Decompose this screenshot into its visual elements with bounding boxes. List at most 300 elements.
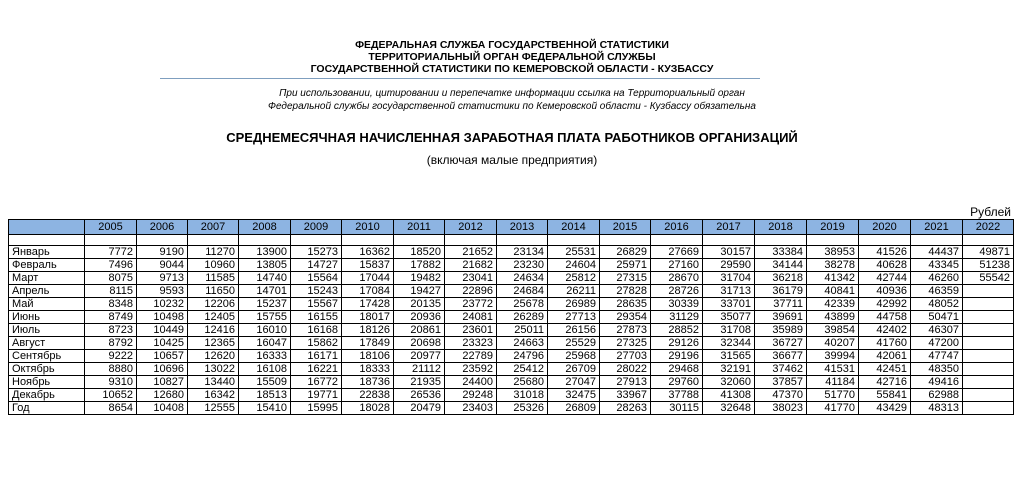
- row-label: Февраль: [9, 259, 85, 272]
- salary-cell: 33967: [600, 389, 651, 402]
- spacer-cell: [85, 235, 137, 246]
- salary-cell: 15273: [291, 246, 342, 259]
- salary-cell: 25971: [600, 259, 651, 272]
- salary-cell: 26156: [548, 324, 600, 337]
- salary-cell: 10498: [137, 311, 188, 324]
- salary-cell: 44437: [911, 246, 963, 259]
- salary-cell: 18028: [342, 402, 394, 415]
- salary-cell: 8880: [85, 363, 137, 376]
- salary-cell: 23230: [497, 259, 548, 272]
- agency-name-line2: ТЕРРИТОРИАЛЬНЫЙ ОРГАН ФЕДЕРАЛЬНОЙ СЛУЖБЫ: [368, 51, 656, 63]
- salary-cell: [963, 298, 1014, 311]
- salary-cell: 16168: [291, 324, 342, 337]
- salary-cell: 35077: [703, 311, 755, 324]
- salary-cell: 43899: [807, 311, 859, 324]
- salary-cell: 12555: [188, 402, 239, 415]
- salary-cell: 47200: [911, 337, 963, 350]
- salary-cell: 24663: [497, 337, 548, 350]
- table-row: [9, 311, 1014, 324]
- salary-cell: 25680: [497, 376, 548, 389]
- salary-cell: 10657: [137, 350, 188, 363]
- salary-cell: [963, 402, 1014, 415]
- year-header-2018: 2018: [755, 220, 807, 235]
- salary-cell: 31713: [703, 285, 755, 298]
- spacer-cell: [394, 235, 445, 246]
- spacer-cell: [651, 235, 703, 246]
- salary-cell: 21682: [445, 259, 497, 272]
- salary-cell: 8348: [85, 298, 137, 311]
- salary-cell: 34144: [755, 259, 807, 272]
- salary-cell: 28635: [600, 298, 651, 311]
- salary-cell: 8792: [85, 337, 137, 350]
- salary-cell: 36677: [755, 350, 807, 363]
- salary-cell: 15755: [239, 311, 291, 324]
- salary-cell: 40841: [807, 285, 859, 298]
- salary-cell: 43429: [859, 402, 911, 415]
- salary-cell: 25678: [497, 298, 548, 311]
- salary-cell: 7496: [85, 259, 137, 272]
- salary-cell: 31018: [497, 389, 548, 402]
- salary-cell: 8749: [85, 311, 137, 324]
- spacer-cell: [291, 235, 342, 246]
- salary-cell: 27669: [651, 246, 703, 259]
- salary-cell: 28726: [651, 285, 703, 298]
- salary-cell: 27160: [651, 259, 703, 272]
- salary-cell: 37711: [755, 298, 807, 311]
- salary-cell: 8723: [85, 324, 137, 337]
- spacer-cell: [497, 235, 548, 246]
- spacer-cell: [963, 235, 1014, 246]
- salary-cell: 16221: [291, 363, 342, 376]
- salary-cell: 37857: [755, 376, 807, 389]
- salary-cell: 32475: [548, 389, 600, 402]
- salary-cell: 38278: [807, 259, 859, 272]
- salary-cell: 24796: [497, 350, 548, 363]
- unit-label: Рублей: [970, 205, 1011, 219]
- salary-cell: 21652: [445, 246, 497, 259]
- salary-cell: 30115: [651, 402, 703, 415]
- salary-cell: 24634: [497, 272, 548, 285]
- table-row: [9, 376, 1014, 389]
- salary-cell: 10960: [188, 259, 239, 272]
- salary-cell: 28670: [651, 272, 703, 285]
- salary-cell: 10696: [137, 363, 188, 376]
- salary-cell: 27047: [548, 376, 600, 389]
- salary-cell: 9044: [137, 259, 188, 272]
- salary-cell: 20698: [394, 337, 445, 350]
- salary-cell: 42992: [859, 298, 911, 311]
- salary-cell: 36727: [755, 337, 807, 350]
- salary-cell: 10827: [137, 376, 188, 389]
- salary-cell: 15237: [239, 298, 291, 311]
- salary-cell: 29590: [703, 259, 755, 272]
- salary-cell: 27703: [600, 350, 651, 363]
- year-header-2013: 2013: [497, 220, 548, 235]
- salary-cell: 39691: [755, 311, 807, 324]
- salary-cell: 19482: [394, 272, 445, 285]
- salary-cell: 26211: [548, 285, 600, 298]
- salary-cell: 17849: [342, 337, 394, 350]
- salary-cell: 19771: [291, 389, 342, 402]
- row-label: Ноябрь: [9, 376, 85, 389]
- salary-cell: 30339: [651, 298, 703, 311]
- salary-cell: [963, 311, 1014, 324]
- salary-cell: 35989: [755, 324, 807, 337]
- salary-cell: 36218: [755, 272, 807, 285]
- spacer-cell: [911, 235, 963, 246]
- table-row: [9, 389, 1014, 402]
- salary-cell: 16342: [188, 389, 239, 402]
- salary-cell: 13022: [188, 363, 239, 376]
- salary-cell: 41531: [807, 363, 859, 376]
- year-header-2020: 2020: [859, 220, 911, 235]
- salary-cell: 13440: [188, 376, 239, 389]
- salary-cell: 62988: [911, 389, 963, 402]
- spacer-row: [9, 235, 1014, 246]
- salary-cell: 12405: [188, 311, 239, 324]
- salary-cell: 20977: [394, 350, 445, 363]
- salary-cell: 8654: [85, 402, 137, 415]
- salary-cell: 23403: [445, 402, 497, 415]
- year-header-2014: 2014: [548, 220, 600, 235]
- year-header-2009: 2009: [291, 220, 342, 235]
- year-header-2010: 2010: [342, 220, 394, 235]
- salary-cell: 25011: [497, 324, 548, 337]
- salary-cell: 51238: [963, 259, 1014, 272]
- salary-cell: 15862: [291, 337, 342, 350]
- salary-cell: 16047: [239, 337, 291, 350]
- salary-cell: 42744: [859, 272, 911, 285]
- row-label: Январь: [9, 246, 85, 259]
- spacer-cell: [445, 235, 497, 246]
- salary-cell: 10652: [85, 389, 137, 402]
- salary-cell: 18736: [342, 376, 394, 389]
- salary-cell: 27828: [600, 285, 651, 298]
- salary-cell: 9310: [85, 376, 137, 389]
- salary-cell: 10425: [137, 337, 188, 350]
- salary-cell: 26829: [600, 246, 651, 259]
- year-header-2006: 2006: [137, 220, 188, 235]
- salary-cell: 18126: [342, 324, 394, 337]
- salary-cell: 14701: [239, 285, 291, 298]
- salary-cell: 46260: [911, 272, 963, 285]
- salary-cell: 12206: [188, 298, 239, 311]
- salary-cell: 23601: [445, 324, 497, 337]
- salary-cell: 20936: [394, 311, 445, 324]
- salary-cell: 24604: [548, 259, 600, 272]
- salary-cell: 14740: [239, 272, 291, 285]
- salary-cell: 10408: [137, 402, 188, 415]
- table-title: СРЕДНЕМЕСЯЧНАЯ НАЧИСЛЕННАЯ ЗАРАБОТНАЯ ПЛАТА РАБОТНИКОВ ОРГАНИЗАЦИЙ: [226, 130, 798, 145]
- salary-cell: 23592: [445, 363, 497, 376]
- row-label: Декабрь: [9, 389, 85, 402]
- salary-cell: 18333: [342, 363, 394, 376]
- salary-cell: 17428: [342, 298, 394, 311]
- salary-cell: 32060: [703, 376, 755, 389]
- salary-cell: 11270: [188, 246, 239, 259]
- salary-cell: 47747: [911, 350, 963, 363]
- salary-cell: 15567: [291, 298, 342, 311]
- salary-cell: 17084: [342, 285, 394, 298]
- salary-cell: 39994: [807, 350, 859, 363]
- salary-cell: 8075: [85, 272, 137, 285]
- salary-cell: 25968: [548, 350, 600, 363]
- salary-cell: 32191: [703, 363, 755, 376]
- salary-cell: 47370: [755, 389, 807, 402]
- year-header-2017: 2017: [703, 220, 755, 235]
- salary-cell: 29126: [651, 337, 703, 350]
- row-label: Июнь: [9, 311, 85, 324]
- salary-cell: 44758: [859, 311, 911, 324]
- salary-cell: 28022: [600, 363, 651, 376]
- salary-cell: 26989: [548, 298, 600, 311]
- salary-cell: 42716: [859, 376, 911, 389]
- salary-cell: 14727: [291, 259, 342, 272]
- year-header-2012: 2012: [445, 220, 497, 235]
- table-row: [9, 337, 1014, 350]
- row-label: Май: [9, 298, 85, 311]
- salary-cell: 42402: [859, 324, 911, 337]
- salary-cell: 27325: [600, 337, 651, 350]
- salary-cell: 29468: [651, 363, 703, 376]
- salary-cell: 16333: [239, 350, 291, 363]
- salary-cell: 37462: [755, 363, 807, 376]
- salary-cell: 51770: [807, 389, 859, 402]
- salary-cell: 20479: [394, 402, 445, 415]
- table-row: [9, 272, 1014, 285]
- row-label: Июль: [9, 324, 85, 337]
- salary-cell: 9713: [137, 272, 188, 285]
- salary-cell: 41526: [859, 246, 911, 259]
- salary-cell: 9190: [137, 246, 188, 259]
- row-label: Октябрь: [9, 363, 85, 376]
- salary-cell: 31129: [651, 311, 703, 324]
- salary-cell: 31708: [703, 324, 755, 337]
- salary-cell: 40936: [859, 285, 911, 298]
- salary-cell: 9593: [137, 285, 188, 298]
- salary-cell: 28263: [600, 402, 651, 415]
- salary-cell: 42061: [859, 350, 911, 363]
- salary-cell: 8115: [85, 285, 137, 298]
- spacer-cell: [342, 235, 394, 246]
- salary-cell: 12416: [188, 324, 239, 337]
- row-label: Март: [9, 272, 85, 285]
- salary-cell: 31565: [703, 350, 755, 363]
- salary-cell: 29196: [651, 350, 703, 363]
- year-header-2022: 2022: [963, 220, 1014, 235]
- salary-cell: 25412: [497, 363, 548, 376]
- row-label: Август: [9, 337, 85, 350]
- salary-cell: [963, 350, 1014, 363]
- salary-cell: 27873: [600, 324, 651, 337]
- year-header-2007: 2007: [188, 220, 239, 235]
- salary-cell: 33701: [703, 298, 755, 311]
- salary-cell: 16171: [291, 350, 342, 363]
- year-header-2016: 2016: [651, 220, 703, 235]
- salary-cell: 43345: [911, 259, 963, 272]
- row-label: Апрель: [9, 285, 85, 298]
- salary-cell: 17882: [394, 259, 445, 272]
- salary-cell: 41770: [807, 402, 859, 415]
- salary-cell: 29760: [651, 376, 703, 389]
- spacer-cell: [239, 235, 291, 246]
- salary-cell: [963, 376, 1014, 389]
- year-header-2019: 2019: [807, 220, 859, 235]
- salary-cell: 29248: [445, 389, 497, 402]
- salary-cell: 18513: [239, 389, 291, 402]
- salary-cell: 11585: [188, 272, 239, 285]
- salary-cell: 32648: [703, 402, 755, 415]
- salary-cell: 13900: [239, 246, 291, 259]
- salary-cell: [963, 389, 1014, 402]
- salary-cell: 24684: [497, 285, 548, 298]
- salary-cell: 26709: [548, 363, 600, 376]
- salary-cell: 38953: [807, 246, 859, 259]
- salary-cell: 40628: [859, 259, 911, 272]
- salary-cell: 33384: [755, 246, 807, 259]
- spacer-cell: [137, 235, 188, 246]
- salary-cell: 13805: [239, 259, 291, 272]
- salary-cell: 41760: [859, 337, 911, 350]
- salary-cell: 55542: [963, 272, 1014, 285]
- year-header-row: [9, 220, 1014, 235]
- salary-cell: 23772: [445, 298, 497, 311]
- spacer-cell: [9, 235, 85, 246]
- salary-cell: 16362: [342, 246, 394, 259]
- citation-notice-line1: При использовании, цитировании и перепечатке информации ссылка на Территориальный орган: [279, 88, 745, 99]
- year-header-2011: 2011: [394, 220, 445, 235]
- salary-cell: 18520: [394, 246, 445, 259]
- salary-cell: 10232: [137, 298, 188, 311]
- table-row: [9, 285, 1014, 298]
- agency-name-line3: ГОСУДАРСТВЕННОЙ СТАТИСТИКИ ПО КЕМЕРОВСКОЙ ОБЛАСТИ - КУЗБАССУ: [310, 63, 714, 75]
- spacer-cell: [859, 235, 911, 246]
- salary-cell: 30157: [703, 246, 755, 259]
- salary-cell: 29354: [600, 311, 651, 324]
- salary-cell: 16108: [239, 363, 291, 376]
- table-row: [9, 298, 1014, 311]
- year-header-2021: 2021: [911, 220, 963, 235]
- salary-cell: 24081: [445, 311, 497, 324]
- salary-cell: 48052: [911, 298, 963, 311]
- salary-cell: 22789: [445, 350, 497, 363]
- salary-cell: 25531: [548, 246, 600, 259]
- salary-cell: 55841: [859, 389, 911, 402]
- salary-cell: 36179: [755, 285, 807, 298]
- salary-cell: 37788: [651, 389, 703, 402]
- salary-cell: 39854: [807, 324, 859, 337]
- salary-cell: 12620: [188, 350, 239, 363]
- table-row: [9, 246, 1014, 259]
- salary-cell: 15995: [291, 402, 342, 415]
- salary-cell: 24400: [445, 376, 497, 389]
- salary-cell: [963, 285, 1014, 298]
- salary-cell: 42339: [807, 298, 859, 311]
- table-row: [9, 363, 1014, 376]
- salary-cell: 46307: [911, 324, 963, 337]
- salary-cell: 16772: [291, 376, 342, 389]
- salary-cell: 46359: [911, 285, 963, 298]
- salary-cell: 15410: [239, 402, 291, 415]
- salary-cell: 23323: [445, 337, 497, 350]
- salary-cell: 42451: [859, 363, 911, 376]
- header-corner-cell: [9, 220, 85, 235]
- salary-cell: 22838: [342, 389, 394, 402]
- salary-cell: 17044: [342, 272, 394, 285]
- salary-cell: 26809: [548, 402, 600, 415]
- salary-cell: 27913: [600, 376, 651, 389]
- salary-cell: 12365: [188, 337, 239, 350]
- salary-cell: 26536: [394, 389, 445, 402]
- salary-cell: 23041: [445, 272, 497, 285]
- salary-cell: 41184: [807, 376, 859, 389]
- salary-cell: 38023: [755, 402, 807, 415]
- spacer-cell: [548, 235, 600, 246]
- table-row: [9, 402, 1014, 415]
- salary-cell: 48313: [911, 402, 963, 415]
- salary-cell: 21935: [394, 376, 445, 389]
- salary-cell: 7772: [85, 246, 137, 259]
- salary-cell: 15837: [342, 259, 394, 272]
- salary-cell: 15509: [239, 376, 291, 389]
- year-header-2015: 2015: [600, 220, 651, 235]
- salary-cell: 27315: [600, 272, 651, 285]
- salary-cell: 19427: [394, 285, 445, 298]
- header-divider: [160, 78, 760, 79]
- salary-cell: [963, 324, 1014, 337]
- agency-name-line1: ФЕДЕРАЛЬНАЯ СЛУЖБА ГОСУДАРСТВЕННОЙ СТАТИСТИКИ: [355, 39, 669, 51]
- salary-cell: 49416: [911, 376, 963, 389]
- salary-cell: 16010: [239, 324, 291, 337]
- salary-cell: 15243: [291, 285, 342, 298]
- spacer-cell: [600, 235, 651, 246]
- salary-cell: 48350: [911, 363, 963, 376]
- table-row: [9, 324, 1014, 337]
- citation-notice-line2: Федеральной службы государственной статистики по Кемеровской области - Кузбассу обязательна: [268, 101, 756, 112]
- salary-cell: 41308: [703, 389, 755, 402]
- salary-cell: 23134: [497, 246, 548, 259]
- spacer-cell: [188, 235, 239, 246]
- table-row: [9, 259, 1014, 272]
- spacer-cell: [703, 235, 755, 246]
- year-header-2008: 2008: [239, 220, 291, 235]
- salary-cell: 21112: [394, 363, 445, 376]
- salary-cell: 9222: [85, 350, 137, 363]
- salary-cell: 25529: [548, 337, 600, 350]
- row-label: Сентябрь: [9, 350, 85, 363]
- salary-cell: 12680: [137, 389, 188, 402]
- salary-cell: 27713: [548, 311, 600, 324]
- salary-cell: [963, 363, 1014, 376]
- salary-cell: 49871: [963, 246, 1014, 259]
- salary-cell: 50471: [911, 311, 963, 324]
- spacer-cell: [807, 235, 859, 246]
- salary-cell: 32344: [703, 337, 755, 350]
- salary-table: [8, 219, 1014, 415]
- salary-cell: 18017: [342, 311, 394, 324]
- salary-cell: 18106: [342, 350, 394, 363]
- salary-cell: 20861: [394, 324, 445, 337]
- salary-cell: 28852: [651, 324, 703, 337]
- salary-cell: 26289: [497, 311, 548, 324]
- salary-cell: 11650: [188, 285, 239, 298]
- salary-cell: 25812: [548, 272, 600, 285]
- row-label: Год: [9, 402, 85, 415]
- salary-cell: 40207: [807, 337, 859, 350]
- table-row: [9, 350, 1014, 363]
- table-subtitle: (включая малые предприятия): [426, 153, 598, 167]
- salary-cell: 25326: [497, 402, 548, 415]
